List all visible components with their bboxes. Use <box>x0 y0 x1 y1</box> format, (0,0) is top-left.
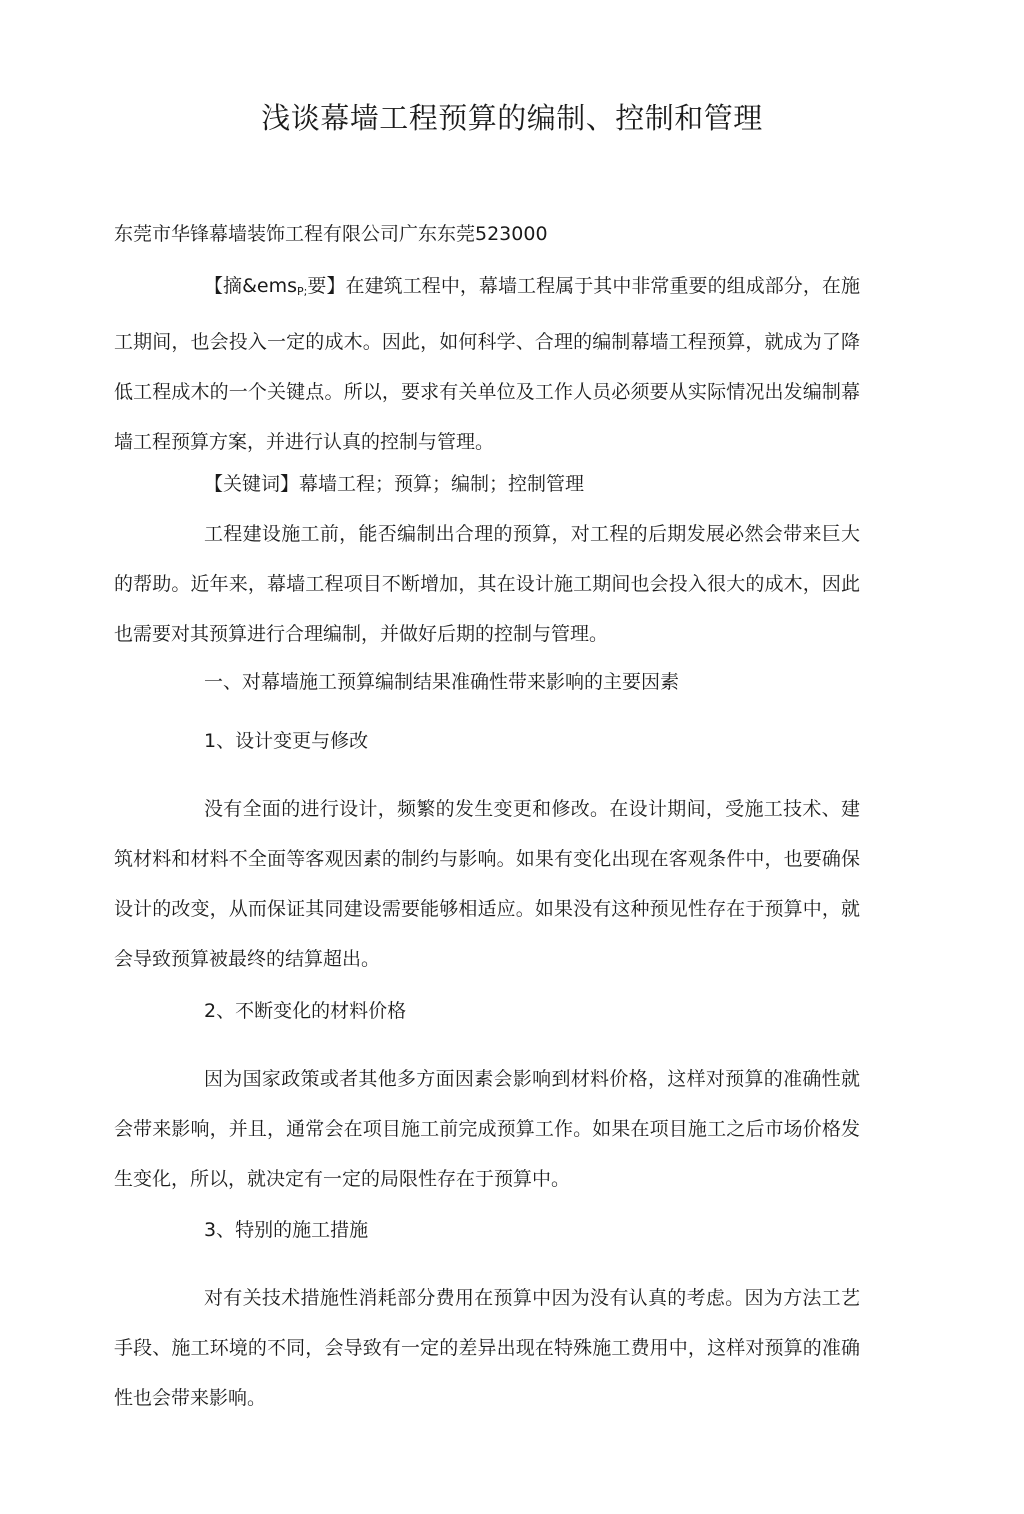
subsection-body-2: 因为国家政策或者其他多方面因素会影响到材料价格，这样对预算的准确性就会带来影响，并且，通常会在项目施工前完成预算工作。如果在项目施工之后市场价格发生变化，所以，就决定有一定的局限性存在于预算中。 <box>114 1068 860 1190</box>
abstract-tag-open: 【摘&ems <box>204 275 298 297</box>
author-affiliation: 东莞市华锋幕墙装饰工程有限公司广东东莞523000 <box>114 223 548 245</box>
abstract-text: 在建筑工程中，幕墙工程属于其中非常重要的组成部分，在施工期间，也会投入一定的成木。因此，如何科学、合理的编制幕墙工程预算，就成为了降低工程成木的一个关键点。所以，要求有关单位及工作人员必须要从实际情况出发编制幕墙工程预算方案，并进行认真的控制与管理。 <box>114 275 860 453</box>
subsection-heading-2: 2、不断变化的材料价格 <box>204 1000 407 1022</box>
abstract-tag <box>204 275 346 297</box>
keywords-line: 【关键词】幕墙工程；预算；编制；控制管理 <box>204 473 585 495</box>
subsection-body-3: 对有关技术措施性消耗部分费用在预算中因为没有认真的考虑。因为方法工艺手段、施工环境的不同，会导致有一定的差异出现在特殊施工费用中，这样对预算的准确性也会带来影响。 <box>114 1287 860 1409</box>
subsection-heading-1: 1、设计变更与修改 <box>204 730 369 752</box>
abstract-tag-close: 要】 <box>307 275 346 297</box>
abstract-tag-sub: P; <box>297 285 308 298</box>
section-heading-1: 一、对幕墙施工预算编制结果准确性带来影响的主要因素 <box>204 671 680 693</box>
abstract-paragraph <box>114 261 860 467</box>
intro-paragraph: 工程建设施工前，能否编制出合理的预算，对工程的后期发展必然会带来巨大的帮助。近年来，幕墙工程项目不断增加，其在设计施工期间也会投入很大的成木，因此也需要对其预算进行合理编制，并做好后期的控制与管理。 <box>114 523 860 645</box>
subsection-body-1: 没有全面的进行设计，频繁的发生变更和修改。在设计期间，受施工技术、建筑材料和材料不全面等客观因素的制约与影响。如果有变化出现在客观条件中，也要确保设计的改变，从而保证其同建设需要能够相适应。如果没有这种预见性存在于预算中，就会导致预算被最终的结算超出。 <box>114 798 860 970</box>
subsection-heading-3: 3、特别的施工措施 <box>204 1219 369 1241</box>
document-title: 浅谈幕墙工程预算的编制、控制和管理 <box>261 101 763 135</box>
